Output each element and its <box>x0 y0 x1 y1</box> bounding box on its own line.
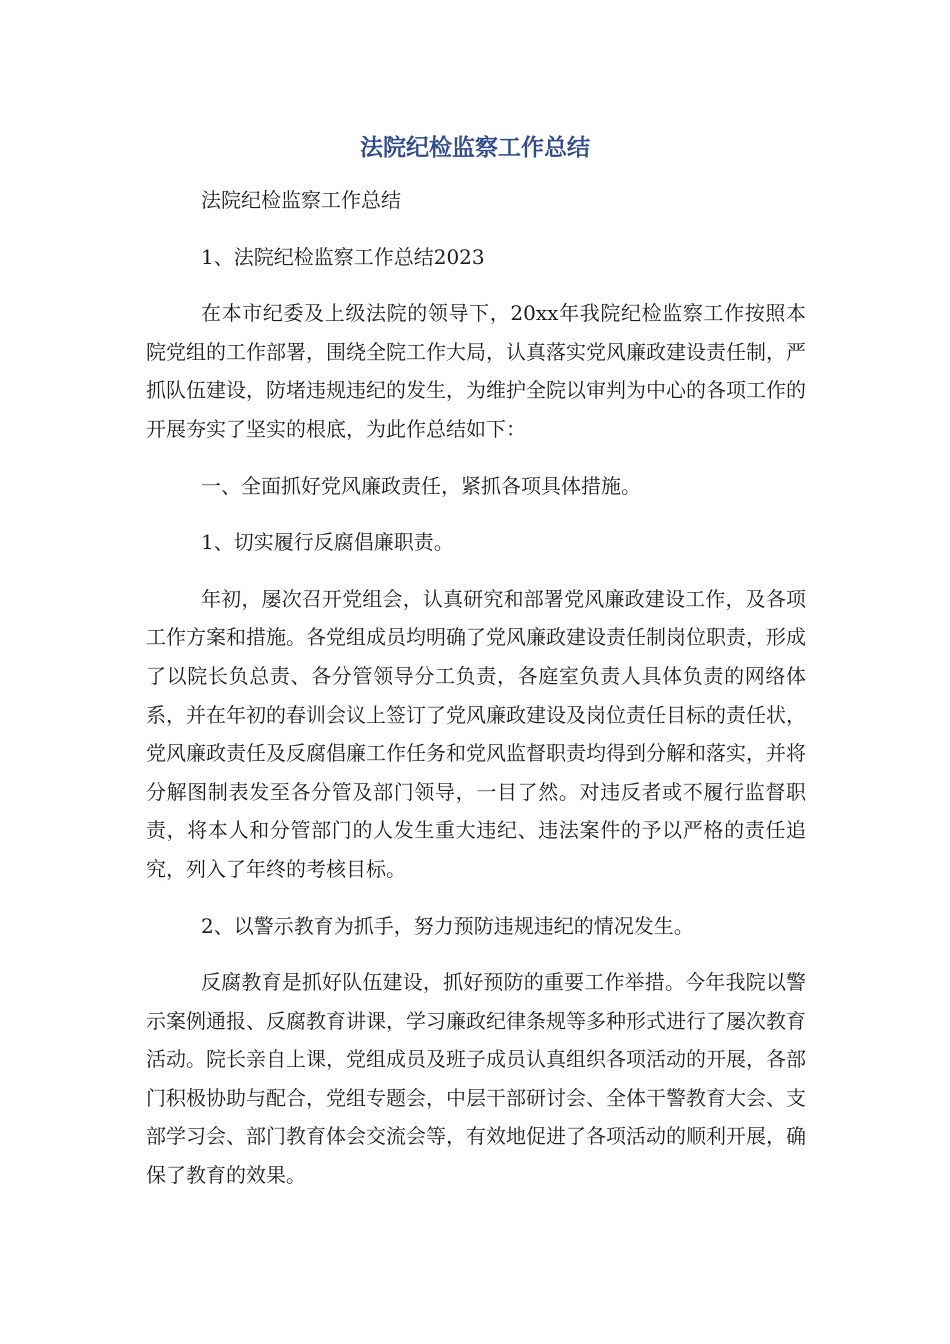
document-title: 法院纪检监察工作总结 <box>360 135 590 161</box>
paragraph-subheading-2: 2、以警示教育为抓手，努力预防违规违纪的情况发生。 <box>201 913 694 938</box>
paragraph-heading-one: 一、全面抓好党风廉政责任，紧抓各项具体措施。 <box>201 473 641 498</box>
paragraph-responsibility: 年初，屡次召开党组会，认真研究和部署党风廉政建设工作，及各项工作方案和措施。各党组成员均明确了党风廉政建设责任制岗位职责，形成了以院长负总责、各分管领导分工负责，各庭室负责人具体负责的网络体系，并在年初的春训会议上签订了党风廉政建设及岗位责任目标的责任状，党风廉政责任及反腐倡廉工作任务和党风监督职责均得到分解和落实，并将分解图制表发至各分管及部门领导，一目了然。对违反者或不履行监督职责，将本人和分管部门的人发生重大违纪、违法案件的予以严格的责任追究，列入了年终的考核目标。 <box>146 586 806 881</box>
paragraph-subheading-1: 1、切实履行反腐倡廉职责。 <box>201 530 454 555</box>
paragraph-subtitle: 法院纪检监察工作总结 <box>201 188 401 212</box>
paragraph-education: 反腐教育是抓好队伍建设，抓好预防的重要工作举措。今年我院以警示案例通报、反腐教育讲课，学习廉政纪律条规等多种形式进行了屡次教育活动。院长亲自上课，党组成员及班子成员认真组织各项活动的开展，各部门积极协助与配合，党组专题会，中层干部研讨会、全体干警教育大会、支部学习会、部门教育体会交流会等，有效地促进了各项活动的顺利开展，确保了教育的效果。 <box>146 970 806 1188</box>
paragraph-section-heading: 1、法院纪检监察工作总结2023 <box>201 244 485 269</box>
paragraph-intro: 在本市纪委及上级法院的领导下，20xx年我院纪检监察工作按照本院党组的工作部署，围绕全院工作大局，认真落实党风廉政建设责任制，严抓队伍建设，防堵违规违纪的发生，为维护全院以审判为中心的各项工作的开展夯实了坚实的根底，为此作总结如下： <box>146 301 806 441</box>
document-body <box>146 181 806 1213</box>
